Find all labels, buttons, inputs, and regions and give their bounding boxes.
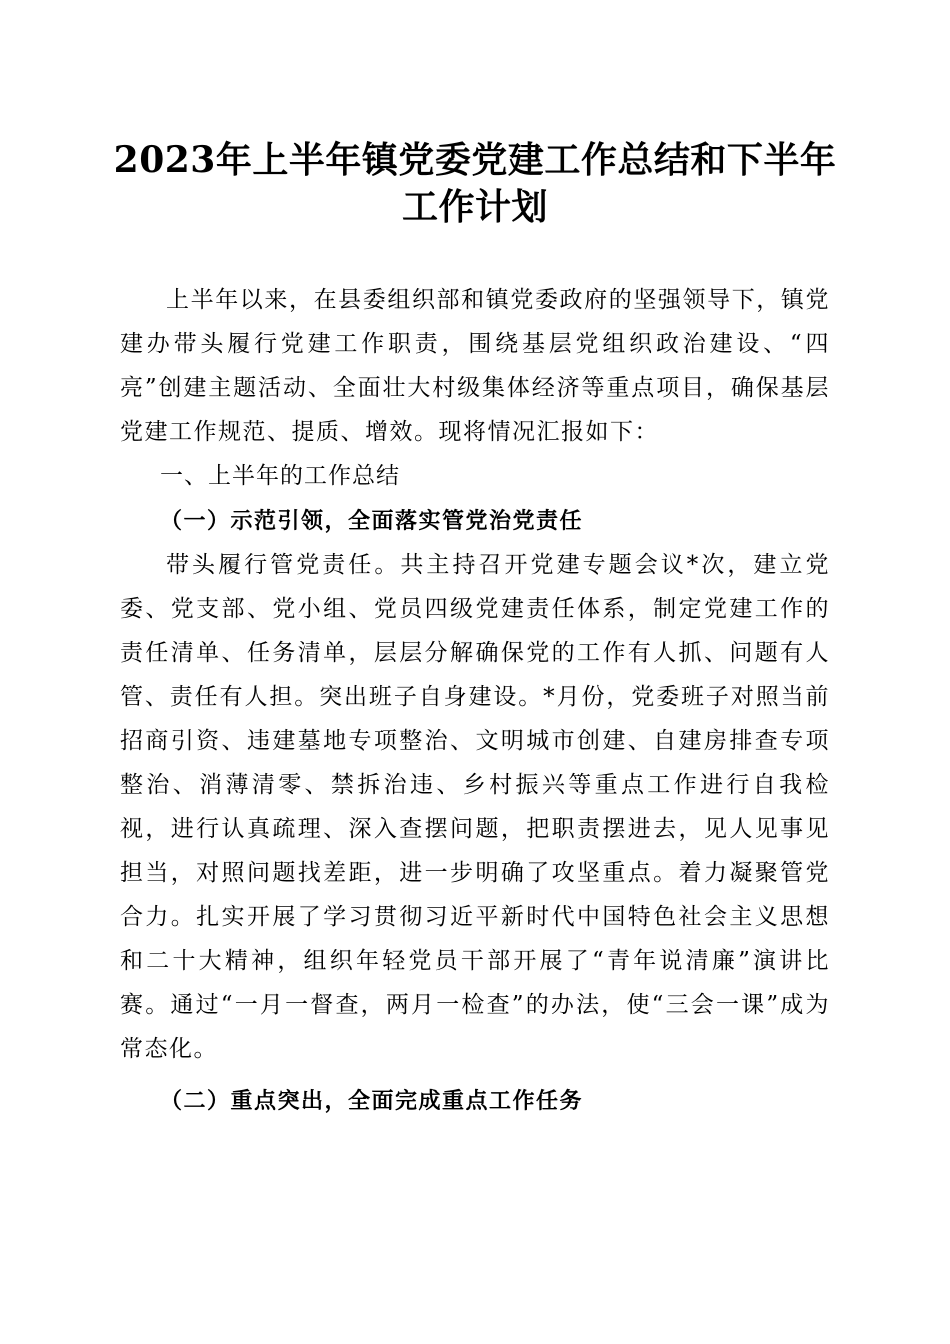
subsection1-body: 带头履行管党责任。共主持召开党建专题会议*次，建立党委、党支部、党小组、党员四级党建责任体系，制定党建工作的责任清单、任务清单，层层分解确保党的工作有人抓、问题有人管、责任有人担。突出班子自身建设。*月份，党委班子对照当前招商引资、违建墓地专项整治、文明城市创建、自建房排查专项整治、消薄清零、禁拆治违、乡村振兴等重点工作进行自我检视，进行认真疏理、深入查摆问题，把职责摆进去，见人见事见担当，对照问题找差距，进一步明确了攻坚重点。着力凝聚管党合力。扎实开展了学习贯彻习近平新时代中国特色社会主义思想和二十大精神，组织年轻党员干部开展了“青年说清廉”演讲比赛。通过“一月一督查，两月一检查”的办法，使“三会一课”成为常态化。 bbox=[120, 552, 830, 1062]
subsection2-heading: （二）重点突出，全面完成重点工作任务 bbox=[160, 1088, 584, 1114]
subsection1-heading: （一）示范引领，全面落实管党治党责任 bbox=[160, 508, 584, 534]
intro-paragraph: 上半年以来，在县委组织部和镇党委政府的坚强领导下，镇党建办带头履行党建工作职责，围绕基层党组织政治建设、“四亮”创建主题活动、全面壮大村级集体经济等重点项目，确保基层党建工作规范、提质、增效。现将情况汇报如下： bbox=[120, 287, 830, 445]
document-title-line1: 2023年上半年镇党委党建工作总结和下半年 bbox=[113, 139, 837, 181]
document-title-line2: 工作计划 bbox=[401, 186, 548, 228]
section1-heading: 一、上半年的工作总结 bbox=[160, 463, 400, 489]
